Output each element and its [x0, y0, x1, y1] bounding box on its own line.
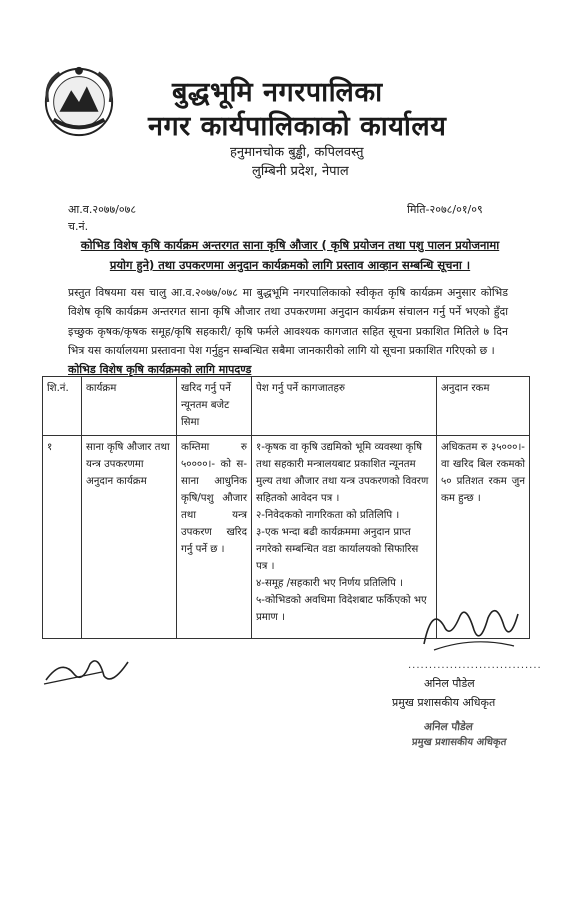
- cell-budget: कम्तिमा रु ५००००।- को स-साना आधुनिक कृषि/पशु औजार तथा यन्त्र उपकरण खरिद गर्नु पर्ने छ ।: [177, 436, 252, 639]
- document-item: ५-कोभिडको अवधिमा विदेशबाट फर्किएको भए प्रमाण ।: [256, 595, 427, 623]
- header-serial: शि.नं.: [43, 377, 82, 436]
- cell-subsidy: अधिकतम रु ३५०००।- वा खरिद बिल रकमको ५० प्रतिशत रकम जुन कम हुन्छ ।: [437, 436, 530, 639]
- nepal-government-emblem-icon: [40, 62, 118, 142]
- document-item: ४-समूह /सहकारी भए निर्णय प्रतिलिपि ।: [256, 578, 403, 589]
- cell-program: साना कृषि औजार तथा यन्त्र उपकरणमा अनुदान कार्यक्रम: [82, 436, 177, 639]
- officer-signature: [414, 596, 524, 658]
- signature-line: ................................: [408, 660, 542, 671]
- notice-subject: कोभिड विशेष कृषि कार्यक्रम अन्तरगत साना कृषि औजार ( कृषि प्रयोजन तथा पशु पालन प्रयोजनामा प्रयोग हुने) तथा उपकरणमा अनुदान कार्यक्रमको लागि प्रस्ताव आव्हान सम्बन्धि सूचना ।: [80, 238, 500, 272]
- address-line1: हनुमानचोक बुड्ढी, कपिलवस्तु: [230, 145, 364, 160]
- office-title-line1: बुद्धभूमि नगरपालिका: [172, 77, 383, 108]
- reference-number: च.नं.: [68, 220, 89, 233]
- initial-signature: [42, 652, 132, 688]
- header-budget: खरिद गर्नु पर्ने न्यूनतम बजेट सिमा: [177, 377, 252, 436]
- notice-body: प्रस्तुत विषयमा यस चालु आ.व.२०७७/०७८ मा बुद्धभूमि नगरपालिकाको स्वीकृत कृषि कार्यक्रम अनुसार कोभिड विशेष कृषि कार्यक्रम अन्तरगत साना कृषि औजार तथा उपकरणमा अनुदान कार्यक्रम संचालन गर्नु पर्ने भएको हुँदा इच्छुक कृषक/कृषक समूह/कृषि सहकारी/ कृषि फर्मले आवश्यक कागजात सहित सूचना प्रकाशित मितिले ७ दिन भित्र यस कार्यालयमा प्रस्तावना पेश गर्नुहुन सम्बन्धित सबैमा जानकारीको लागि यो सूचना प्रकाशित गरिएको छ ।: [68, 286, 508, 358]
- address-line2: लुम्बिनी प्रदेश, नेपाल: [252, 164, 349, 179]
- header-documents: पेश गर्नु पर्ने कागजातहरु: [252, 377, 437, 436]
- office-title-line2: नगर कार्यपालिकाको कार्यालय: [148, 111, 447, 142]
- table-caption: कोभिड विशेष कृषि कार्यक्रमको लागि मापदण्ड: [68, 363, 252, 376]
- cell-documents: [252, 436, 437, 639]
- header-program: कार्यक्रम: [82, 377, 177, 436]
- document-item: ३-एक भन्दा बढी कार्यक्रममा अनुदान प्राप्त नगरेको सम्बन्धित वडा कार्यालयको सिफारिस पत्र ।: [256, 527, 419, 572]
- table-header-row: [43, 377, 530, 436]
- fiscal-year: आ.व.२०७७/०७८: [68, 203, 137, 216]
- signatory-designation: प्रमुख प्रशासकीय अधिकृत: [392, 696, 496, 709]
- document-item: १-कृषक वा कृषि उद्यमिको भूमि व्यवस्था कृषि तथा सहकारी मन्त्रालयबाट प्रकाशित न्यूनतम मुल्य तथा औजार तथा यन्त्र उपकरणको विवरण सहितको आवेदन पत्र ।: [256, 442, 429, 504]
- cell-serial: १: [43, 436, 82, 639]
- notice-date: मिति-२०७८/०१/०९: [407, 203, 483, 216]
- stamp-designation: प्रमुख प्रशासकीय अधिकृत: [411, 737, 507, 748]
- stamp-name: अनिल पौडेल: [423, 721, 474, 733]
- document-item: २-निवेदकको नागरिकता को प्रतिलिपि ।: [256, 510, 400, 521]
- header-subsidy: अनुदान रकम: [437, 377, 530, 436]
- signatory-name: अनिल पौडेल: [424, 677, 475, 690]
